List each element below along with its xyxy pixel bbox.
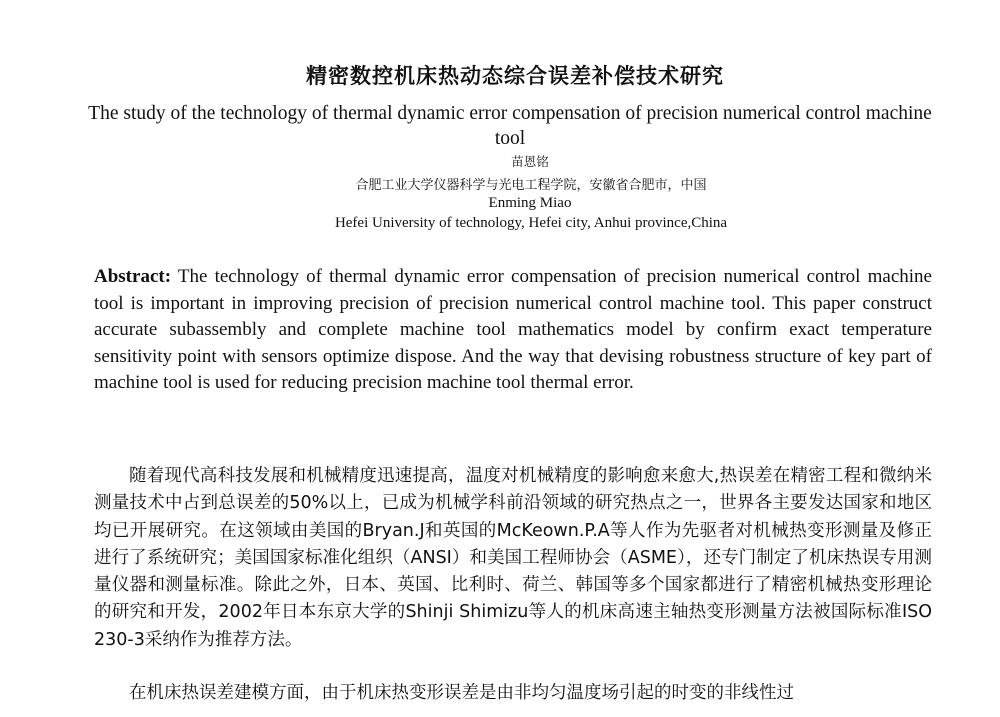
paper-title-en: The study of the technology of thermal dynamic error compensation of precision numerical control machine tool xyxy=(88,103,932,149)
affiliation-cn: 合肥工业大学仪器科学与光电工程学院，安徽省合肥市，中国 xyxy=(355,178,707,193)
abstract-text: The technology of thermal dynamic error compensation of precision numerical control machine tool is important in improving precision of precision numerical control machine tool. This paper construct accurate subassembly and complete machine tool mathematics model by confirm exact temperature sensitivity point with sensors optimize dispose. And the way that devising robustness structure of key part of machine tool is used for reducing precision machine tool thermal error. xyxy=(94,266,932,394)
paper-title-cn: 精密数控机床热动态综合误差补偿技术研究 xyxy=(306,64,724,88)
body-text xyxy=(94,463,932,707)
body-paragraph: 在机床热误差建模方面，由于机床热变形误差是由非均匀温度场引起的时变的非线性过 xyxy=(129,683,794,704)
author-name-en: Enming Miao xyxy=(488,195,572,211)
abstract xyxy=(94,264,932,397)
body-paragraph: 随着现代高科技发展和机械精度迅速提高，温度对机械精度的影响愈来愈大,热误差在精密工程和微纳米测量技术中占到总误差的50%以上，已成为机械学科前沿领域的研究热点之一，世界各主要发达国家和地区均已开展研究。在这领域由美国的Bryan.J和英国的McKeown.P.A等人作为先驱者对机械热变形测量及修正进行了系统研究；美国国家标准化组织（ANSI）和美国工程师协会（ASME），还专门制定了机床热误专用测量仪器和测量标准。除此之外，日本、英国、比利时、荷兰、韩国等多个国家都进行了精密机械热变形理论的研究和开发，2002年日本东京大学的Shinji Shimizu等人的机床高速主轴热变形测量方法被国际标准ISO 230-3采纳作为推荐方法。 xyxy=(94,466,932,650)
author-name-cn: 苗恩铭 xyxy=(511,154,549,169)
affiliation-en: Hefei University of technology, Hefei city, Anhui province,China xyxy=(334,215,728,231)
abstract-label: Abstract: xyxy=(94,266,172,287)
